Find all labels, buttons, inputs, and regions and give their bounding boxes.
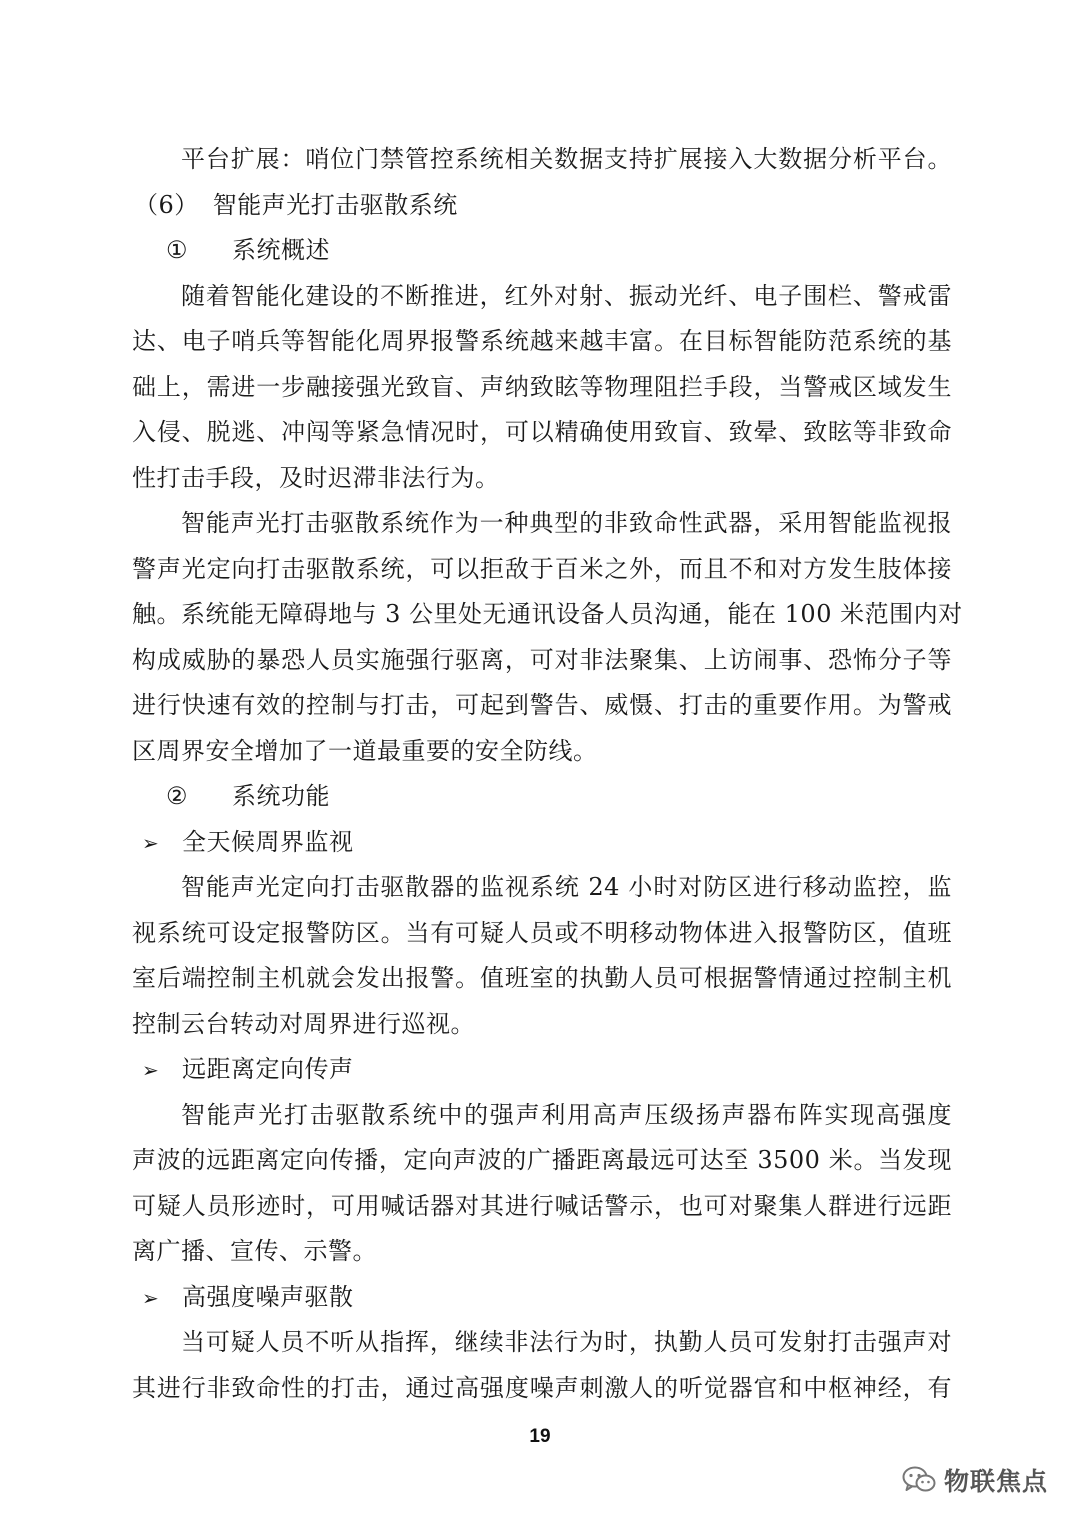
paragraph-line: 入侵、脱逃、冲闯等紧急情况时，可以精确使用致盲、致晕、致眩等非致命 — [132, 418, 952, 446]
subsection-title: 系统概述 — [232, 236, 330, 264]
paragraph-line: 当可疑人员不听从指挥，继续非法行为时，执勤人员可发射打击强声对 — [181, 1328, 952, 1356]
section-title: 智能声光打击驱散系统 — [212, 190, 458, 219]
arrow-bullet-icon: ➢ — [142, 830, 160, 855]
paragraph-line: 达、电子哨兵等智能化周界报警系统越来越丰富。在目标智能防范系统的基 — [132, 327, 952, 355]
wechat-icon — [902, 1466, 936, 1494]
paragraph-line: 警声光定向打击驱散系统，可以拒敌于百米之外，而且不和对方发生肢体接 — [132, 554, 952, 583]
bullet-text: 远距离定向传声 — [182, 1055, 354, 1083]
arrow-bullet-icon: ➢ — [142, 1285, 160, 1310]
bullet-item — [132, 1275, 952, 1321]
paragraph-line: 触。系统能无障碍地与 3 公里处无通讯设备人员沟通，能在 100 米范围内对 — [132, 600, 963, 628]
section-heading — [132, 183, 952, 229]
paragraph-line: 智能声光定向打击驱散器的监视系统 24 小时对防区进行移动监控，监 — [181, 873, 952, 901]
page-number: 19 — [529, 1426, 551, 1447]
subsection-title: 系统功能 — [232, 782, 330, 810]
section-number: （6） — [134, 190, 199, 219]
paragraph-line: 可疑人员形迹时，可用喊话器对其进行喊话警示，也可对聚集人群进行远距 — [132, 1191, 952, 1220]
bullet-text: 高强度噪声驱散 — [182, 1282, 354, 1311]
paragraph-line: 离广播、宣传、示警。 — [132, 1237, 377, 1265]
subsection-heading — [132, 774, 952, 820]
paragraph-line: 平台扩展：哨位门禁管控系统相关数据支持扩展接入大数据分析平台。 — [181, 145, 952, 173]
wechat-watermark — [902, 1462, 1048, 1498]
bullet-item — [132, 1047, 952, 1093]
paragraph-line: 控制云台转动对周界进行巡视。 — [132, 1009, 475, 1038]
paragraph-line: 视系统可设定报警防区。当有可疑人员或不明移动物体进入报警防区，值班 — [132, 918, 952, 947]
watermark-text: 物联焦点 — [943, 1467, 1048, 1496]
paragraph-line: 性打击手段，及时迟滞非法行为。 — [132, 463, 500, 492]
paragraph-line: 其进行非致命性的打击，通过高强度噪声刺激人的听觉器官和中枢神经，有 — [132, 1373, 952, 1402]
paragraph-line: 区周界安全增加了一道最重要的安全防线。 — [132, 736, 598, 765]
paragraph-line: 构成威胁的暴恐人员实施强行驱离，可对非法聚集、上访闹事、恐怖分子等 — [132, 645, 952, 674]
arrow-bullet-icon: ➢ — [142, 1058, 160, 1082]
subsection-number: ① — [166, 236, 189, 264]
paragraph-line: 智能声光打击驱散系统作为一种典型的非致命性武器，采用智能监视报 — [181, 509, 952, 537]
paragraph-line: 室后端控制主机就会发出报警。值班室的执勤人员可根据警情通过控制主机 — [132, 964, 952, 992]
bullet-item — [132, 820, 952, 866]
subsection-number: ② — [166, 782, 189, 810]
paragraph-line: 进行快速有效的控制与打击，可起到警告、威慑、打击的重要作用。为警戒 — [132, 691, 952, 719]
bullet-text: 全天候周界监视 — [182, 827, 354, 856]
document-body — [132, 137, 963, 1411]
paragraph-line: 智能声光打击驱散系统中的强声利用高声压级扬声器布阵实现高强度 — [181, 1100, 952, 1129]
subsection-heading — [132, 228, 952, 274]
paragraph-line: 声波的远距离定向传播，定向声波的广播距离最远可达至 3500 米。当发现 — [132, 1146, 952, 1174]
paragraph-line: 随着智能化建设的不断推进，红外对射、振动光纤、电子围栏、警戒雷 — [181, 281, 952, 310]
paragraph-line: 础上，需进一步融接强光致盲、声纳致眩等物理阻拦手段，当警戒区域发生 — [132, 372, 952, 401]
